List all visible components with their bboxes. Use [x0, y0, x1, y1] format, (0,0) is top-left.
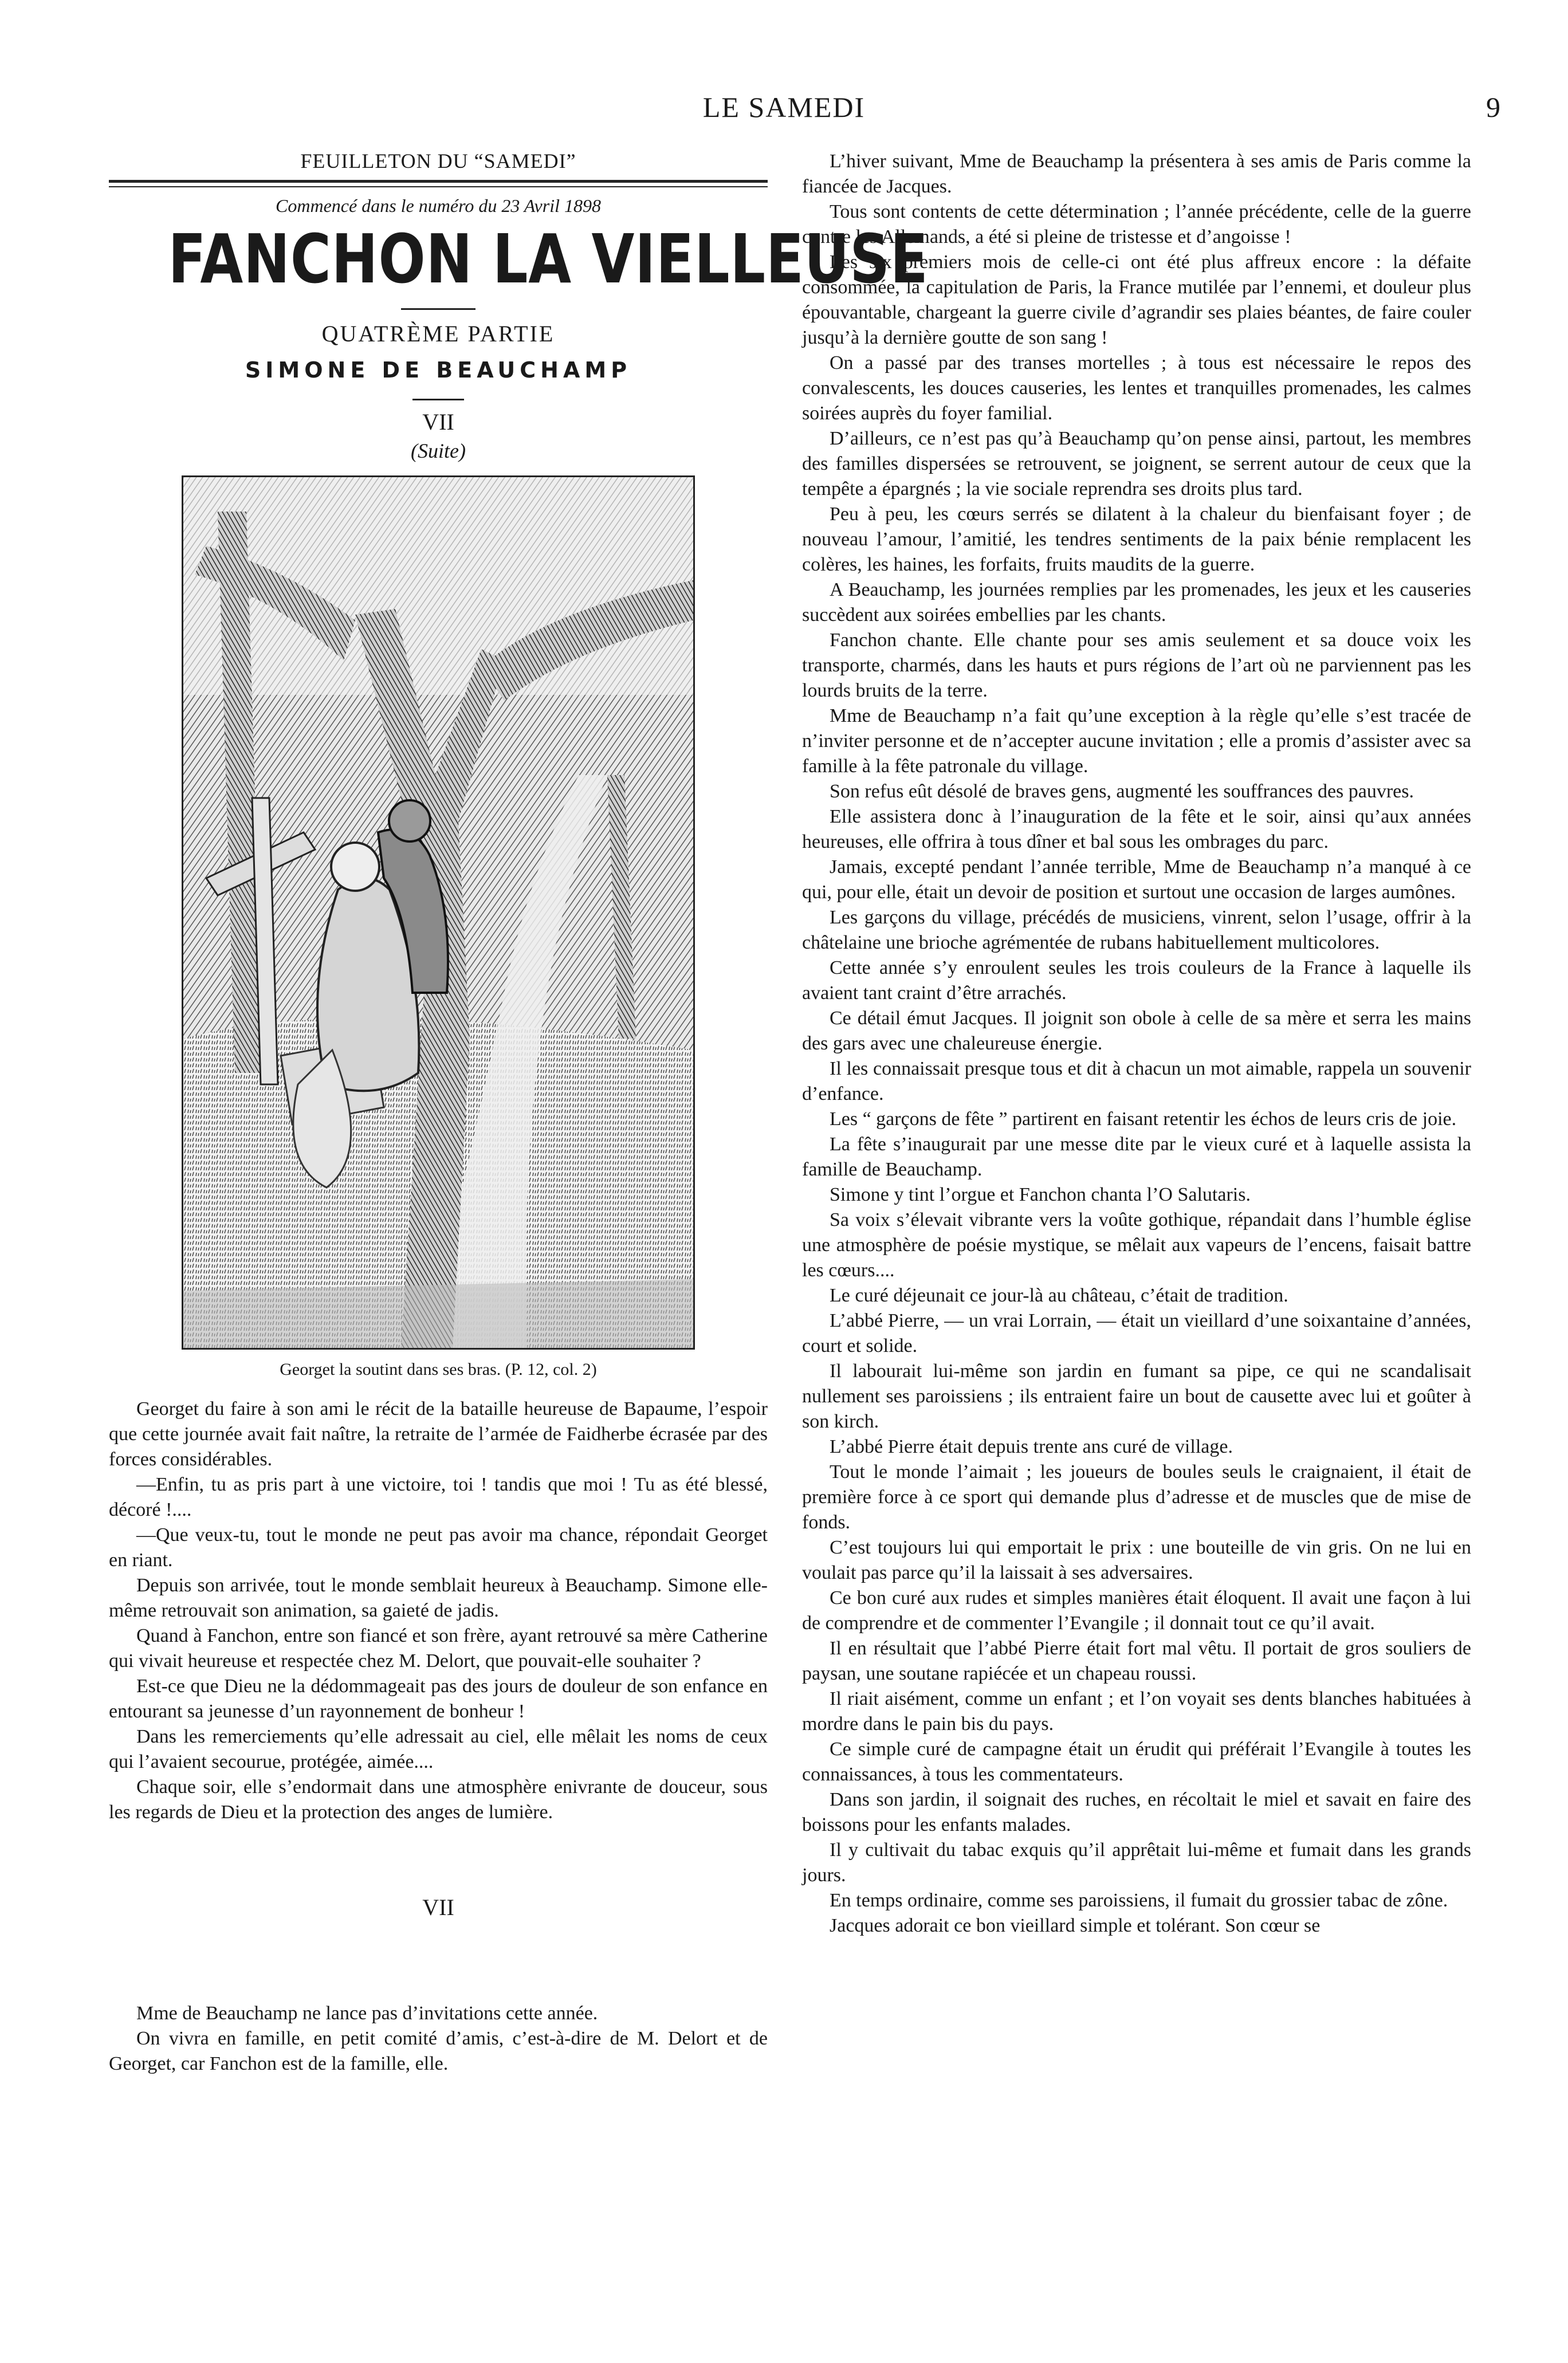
title-divider — [401, 308, 475, 310]
paragraph: Il riait aisément, comme un enfant ; et l’on voyait ses dents blanches habituées à mordre dans le pain bis du pays. — [802, 1688, 1471, 1735]
paragraph: D’ailleurs, ce n’est pas qu’à Beauchamp qu’on pense ainsi, partout, les membres des familles dispersées se retrouvent, se joignent, se serrent autour de ceux que la tempête a épargnés ; la vie sociale reprendra ses droits plus tard. — [802, 428, 1471, 500]
paragraph: Dans les remerciements qu’elle adressait au ciel, elle mêlait les noms de ceux qui l’avaient secourue, protégée, aimée.... — [109, 1725, 768, 1772]
chapter-divider — [412, 399, 464, 400]
paragraph: Mme de Beauchamp n’a fait qu’une exception à la règle qu’elle s’est tracée de n’inviter personne et de n’accepter aucune invitation ; elle a promis d’assister avec sa famille à la fête patronale du village. — [802, 705, 1471, 777]
paragraph: Est-ce que Dieu ne la dédommageait pas des jours de douleur de son enfance en entourant sa jeunesse d’un rayonnement de bonheur ! — [109, 1675, 768, 1722]
paragraph: Peu à peu, les cœurs serrés se dilatent à la chaleur du bienfaisant foyer ; de nouveau l’amour, l’amitié, les tendres sentiments de la paix bénie remplacent les colères, les haines, les forfaits, fruits maudits de la guerre. — [802, 504, 1471, 575]
chapter-number: VII — [422, 408, 454, 435]
chapter-number-2: VII — [422, 1894, 454, 1920]
paragraph: Simone y tint l’orgue et Fanchon chanta l’O Salutaris. — [830, 1184, 1251, 1205]
paragraph: On a passé par des transes mortelles ; à tous est nécessaire le repos des convalescents, les douces causeries, les lentes et tranquilles promenades, les calmes soirées auprès du foyer familial. — [802, 352, 1471, 424]
novel-title: FANCHON LA VIELLEUSE — [168, 219, 929, 298]
left-body-text — [109, 1397, 768, 1825]
paragraph: Jamais, excepté pendant l’année terrible, Mme de Beauchamp n’a manqué à ce qui, pour elle, était un devoir de position et surtout une occasion de larges aumônes. — [802, 856, 1471, 903]
paragraph: L’abbé Pierre, — un vrai Lorrain, — était un vieillard d’une soixantaine d’années, court et solide. — [802, 1310, 1471, 1357]
paragraph: Dans son jardin, il soignait des ruches, en récoltait le miel et savait en faire des boissons pour les enfants malades. — [802, 1789, 1471, 1835]
illustration-caption: Georget la soutint dans ses bras. (P. 12, col. 2) — [280, 1359, 597, 1379]
paragraph: Le curé déjeunait ce jour-là au château, c’était de tradition. — [830, 1285, 1288, 1306]
continued-label: (Suite) — [411, 439, 466, 462]
paragraph: Il les connaissait presque tous et dit à chacun un mot aimable, rappela un souvenir d’enfance. — [802, 1058, 1471, 1104]
paragraph: Les six premiers mois de celle-ci ont été plus affreux encore : la défaite consommée, la capitulation de Paris, la France mutilée par l’ennemi, et douleur plus épouvantable, chargeant la guerre civile d’agrandir ses plaies béantes, de faire couler jusqu’à la dernière goutte de son sang ! — [802, 251, 1471, 348]
header-rule — [109, 180, 768, 183]
paragraph: L’hiver suivant, Mme de Beauchamp la présentera à ses amis de Paris comme la fiancée de Jacques. — [802, 151, 1471, 197]
running-head — [0, 91, 1568, 131]
paragraph: La fête s’inaugurait par une messe dite par le vieux curé et à laquelle assista la famille de Beauchamp. — [802, 1134, 1471, 1180]
engraving-drawing — [183, 477, 693, 1348]
paragraph: Sa voix s’élevait vibrante vers la voûte gothique, répandait dans l’humble église une atmosphère de poésie mystique, se mêlait aux vapeurs de l’encens, faisait battre les cœurs.... — [802, 1209, 1471, 1281]
paragraph: Fanchon chante. Elle chante pour ses amis seulement et sa douce voix les transporte, charmés, dans les hauts et purs régions de l’art où ne parviennent pas les lourds bruits de la terre. — [802, 630, 1471, 701]
paragraph: Georget du faire à son ami le récit de la bataille heureuse de Bapaume, l’espoir que cette journée avait fait naître, la retraite de l’armée de Faidherbe écrasée par des forces considérables. — [109, 1398, 768, 1470]
paragraph: Quand à Fanchon, entre son fiancé et son frère, ayant retrouvé sa mère Catherine qui vivait heureuse et respectée chez M. Delort, que pouvait-elle souhaiter ? — [109, 1625, 768, 1672]
paragraph: Tous sont contents de cette détermination ; l’année précédente, celle de la guerre contre les Allemands, a été si pleine de tristesse et d’angoisse ! — [802, 201, 1471, 247]
paragraph: Chaque soir, elle s’endormait dans une atmosphère enivrante de douceur, sous les regards de Dieu et la protection des anges de lumière. — [109, 1776, 768, 1823]
header-rule-thin — [109, 186, 768, 187]
part-heading: QUATRÈME PARTIE — [321, 320, 555, 347]
paragraph: A Beauchamp, les journées remplies par les promenades, les jeux et les causeries succèdent aux soirées embellies par les chants. — [802, 579, 1471, 626]
right-column — [802, 149, 1471, 1939]
part-subtitle: SIMONE DE BEAUCHAMP — [245, 357, 632, 383]
paragraph: Son refus eût désolé de braves gens, augmenté les souffrances des pauvres. — [830, 781, 1414, 802]
page-number: 9 — [1486, 91, 1500, 123]
paragraph: Ce simple curé de campagne était un érudit qui préférait l’Evangile à toutes les connaissances, à tous les commentateurs. — [802, 1739, 1471, 1785]
paragraph: Les garçons du village, précédés de musiciens, vinrent, selon l’usage, offrir à la châtelaine une brioche agrémentée de rubans habituellement multicolores. — [802, 907, 1471, 953]
paragraph: L’abbé Pierre était depuis trente ans curé de village. — [830, 1436, 1233, 1457]
paragraph: Il en résultait que l’abbé Pierre était fort mal vêtu. Il portait de gros souliers de paysan, une soutane rapiécée et un chapeau roussi. — [802, 1638, 1471, 1684]
feuilleton-label: FEUILLETON DU “SAMEDI” — [300, 150, 576, 172]
paragraph: Il labourait lui-même son jardin en fumant sa pipe, ce qui ne scandalisait nullement ses paroissiens ; ils entraient faire un bout de causette avec lui et goûter à son kirch. — [802, 1361, 1471, 1432]
serial-start-note: Commencé dans le numéro du 23 Avril 1898 — [276, 195, 601, 216]
section-gap — [109, 1825, 768, 1894]
left-column — [109, 149, 929, 2077]
paragraph: —Enfin, tu as pris part à une victoire, toi ! tandis que moi ! Tu as été blessé, décoré !.... — [109, 1473, 768, 1520]
paragraph: On vivra en famille, en petit comité d’amis, c’est-à-dire de M. Delort et de Georget, car Fanchon est de la famille, elle. — [109, 2027, 768, 2074]
paragraph: Ce détail émut Jacques. Il joignit son obole à celle de sa mère et serra les mains des gars avec une chaleureuse énergie. — [802, 1008, 1471, 1054]
paragraph: Depuis son arrivée, tout le monde semblait heureux à Beauchamp. Simone elle-même retrouvait son animation, sa gaieté de jadis. — [109, 1574, 768, 1621]
paragraph: —Que veux-tu, tout le monde ne peut pas avoir ma chance, répondait Georget en riant. — [109, 1524, 768, 1571]
paragraph: Tout le monde l’aimait ; les joueurs de boules seuls le craignaient, il était de première force à ce sport qui demande plus d’adresse et de muscles que de mise de fonds. — [802, 1461, 1471, 1533]
paragraph: Mme de Beauchamp ne lance pas d’invitations cette année. — [136, 2002, 598, 2024]
paragraph: C’est toujours lui qui emportait le prix : une bouteille de vin gris. On ne lui en voulait pas parce qu’il la laissait à ses adversaires. — [802, 1537, 1471, 1583]
paragraph: En temps ordinaire, comme ses paroissiens, il fumait du grossier tabac de zône. — [830, 1890, 1448, 1911]
paragraph: Les “ garçons de fête ” partirent en faisant retentir les échos de leurs cris de joie. — [830, 1108, 1457, 1130]
paragraph: Cette année s’y enroulent seules les trois couleurs de la France à laquelle ils avaient tant craint d’être arrachés. — [802, 957, 1471, 1004]
left-bottom-text — [109, 2001, 768, 2077]
paragraph: Jacques adorait ce bon vieillard simple et tolérant. Son cœur se — [830, 1915, 1321, 1936]
paragraph: Il y cultivait du tabac exquis qu’il apprêtait lui-même et fumait dans les grands jours. — [802, 1839, 1471, 1886]
engraving-illustration — [182, 475, 695, 1350]
paragraph: Ce bon curé aux rudes et simples manières était éloquent. Il avait une façon à lui de comprendre et de commenter l’Evangile ; il donnait tout ce qu’il avait. — [802, 1587, 1471, 1634]
paragraph: Elle assistera donc à l’inauguration de la fête et le soir, ainsi qu’aux années heureuses, elle offrira à tous dîner et bal sous les ombrages du parc. — [802, 806, 1471, 852]
running-title: LE SAMEDI — [702, 91, 866, 123]
